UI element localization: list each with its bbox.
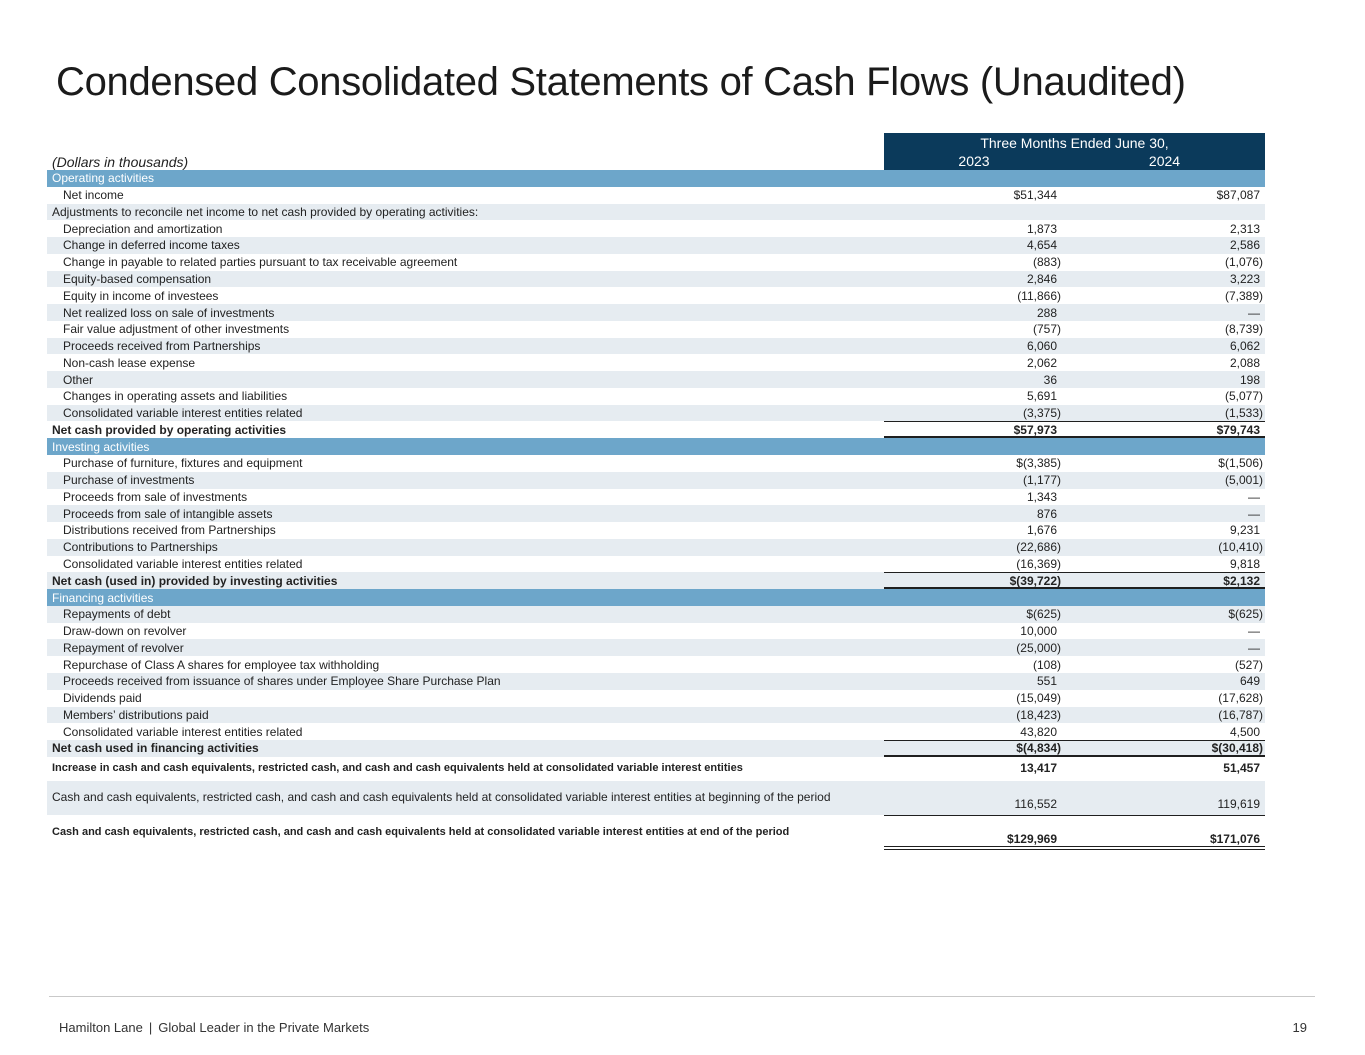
row-label: Other <box>47 371 884 388</box>
row-label: Proceeds from sale of investments <box>63 489 248 504</box>
section-heading-row <box>47 589 1265 606</box>
table-row <box>47 606 1265 623</box>
value-2023: 1,343 <box>1026 489 1057 504</box>
table-row <box>47 287 1265 304</box>
table-body <box>47 170 1265 850</box>
value-2024: (527) <box>1234 657 1263 672</box>
value-2023: (883) <box>1032 255 1061 270</box>
row-label: Members’ distributions paid <box>47 707 884 724</box>
value-2023: 4,654 <box>884 237 1064 254</box>
row-label: Net cash used in financing activities <box>47 740 884 757</box>
row-label: Net cash (used in) provided by investing activities <box>47 572 884 589</box>
table-row <box>47 304 1265 321</box>
footer-brand <box>59 1020 369 1036</box>
table-row <box>47 707 1265 724</box>
value-2023: (3,375) <box>884 405 1064 422</box>
table-row <box>47 656 1265 673</box>
year-header-2024: 2024 <box>1064 151 1265 170</box>
value-2023: 1,676 <box>1026 523 1057 538</box>
table-row <box>47 539 1265 556</box>
total-row <box>47 572 1265 589</box>
row-label: Distributions received from Partnerships <box>63 523 276 538</box>
value-2024: 2,088 <box>1229 355 1260 370</box>
value-2024: 9,818 <box>1229 556 1260 571</box>
value-2024: (5,077) <box>1224 389 1263 404</box>
table-row <box>47 354 1265 371</box>
total-row <box>47 740 1265 757</box>
table-row <box>47 254 1265 271</box>
footer-divider <box>49 996 1315 997</box>
table-row <box>47 639 1265 656</box>
value-2023: $(39,722) <box>884 572 1064 589</box>
table-row <box>47 204 1265 221</box>
table-row <box>47 690 1265 707</box>
value-2023: (16,369) <box>1016 556 1061 571</box>
row-label: Equity in income of investees <box>63 288 219 303</box>
table-row <box>47 388 1265 405</box>
page-number: 19 <box>1292 1020 1307 1035</box>
value-2023: (22,686) <box>884 539 1064 556</box>
row-label: Cash and cash equivalents, restricted cash, and cash and cash equivalents held at consolidated variable interest entities at beginning of the period <box>47 781 884 815</box>
row-label: Draw-down on revolver <box>63 624 187 639</box>
value-2024: — <box>1248 624 1260 639</box>
year-header-2023: 2023 <box>884 151 1064 170</box>
summary-row <box>47 781 1265 815</box>
value-2024: 649 <box>1064 673 1265 690</box>
value-2024: — <box>1248 489 1260 504</box>
row-label: Changes in operating assets and liabilities <box>63 389 288 404</box>
row-label: Consolidated variable interest entities related <box>47 405 884 422</box>
value-2023: $57,973 <box>884 421 1064 438</box>
table-row <box>47 220 1265 237</box>
value-2023: 5,691 <box>1026 389 1057 404</box>
value-2023: $(3,385) <box>1016 456 1061 471</box>
value-2023: 2,062 <box>1026 355 1057 370</box>
row-label: Repayments of debt <box>47 606 884 623</box>
value-2024: 119,619 <box>1064 781 1265 815</box>
row-label: Net realized loss on sale of investments <box>47 304 884 321</box>
period-header: Three Months Ended June 30, <box>884 133 1265 151</box>
row-label: Proceeds received from Partnerships <box>47 338 884 355</box>
row-label: Change in deferred income taxes <box>47 237 884 254</box>
value-2024: 3,223 <box>1064 271 1265 288</box>
table-row <box>47 271 1265 288</box>
section-heading: Operating activities <box>47 170 1265 187</box>
value-2023: 288 <box>884 304 1064 321</box>
row-label: Fair value adjustment of other investments <box>63 322 290 337</box>
table-row <box>47 338 1265 355</box>
table-row <box>47 237 1265 254</box>
row-label: Consolidated variable interest entities related <box>63 724 303 739</box>
row-label: Consolidated variable interest entities related <box>63 556 303 571</box>
row-label: Non-cash lease expense <box>63 355 196 370</box>
value-2024: (1,076) <box>1224 255 1263 270</box>
table-row <box>47 455 1265 472</box>
value-2024: (8,739) <box>1224 322 1263 337</box>
value-2023: 876 <box>884 505 1064 522</box>
row-label: Net cash provided by operating activities <box>52 422 287 437</box>
value-2024: (16,787) <box>1064 707 1265 724</box>
row-label: Proceeds received from issuance of shares under Employee Share Purchase Plan <box>47 673 884 690</box>
total-row <box>47 421 1265 438</box>
row-label: Depreciation and amortization <box>63 221 223 236</box>
value-2024: 2,313 <box>1229 221 1260 236</box>
row-label: Net income <box>63 188 124 203</box>
value-2024: 51,457 <box>1223 761 1260 776</box>
value-2023: 1,873 <box>1026 221 1057 236</box>
value-2023: $129,969 <box>884 815 1064 850</box>
value-2023: 116,552 <box>884 781 1064 815</box>
value-2023: 13,417 <box>1020 761 1057 776</box>
value-2023: 10,000 <box>1020 624 1057 639</box>
value-2024: 6,062 <box>1064 338 1265 355</box>
row-label: Cash and cash equivalents, restricted cash, and cash and cash equivalents held at consolidated variable interest entities at end of the period <box>52 825 790 838</box>
value-2023: (11,866) <box>1017 288 1061 303</box>
section-heading-row <box>47 438 1265 455</box>
value-2024: — <box>1064 304 1265 321</box>
units-note: (Dollars in thousands) <box>52 154 189 170</box>
value-2024: 2,586 <box>1064 237 1265 254</box>
value-2024: $2,132 <box>1064 572 1265 589</box>
value-2024: $(30,418) <box>1064 740 1265 757</box>
summary-row <box>47 815 1265 850</box>
table-header-row <box>47 151 1265 170</box>
row-label: Purchase of investments <box>47 472 884 489</box>
table-row <box>47 723 1265 740</box>
value-2023: (15,049) <box>1016 691 1061 706</box>
table-row <box>47 321 1265 338</box>
value-2023 <box>884 204 1064 221</box>
table-row <box>47 673 1265 690</box>
section-heading: Financing activities <box>47 589 1265 606</box>
value-2024: 4,500 <box>1229 724 1260 739</box>
value-2024: (17,628) <box>1218 691 1263 706</box>
value-2024: 9,231 <box>1229 523 1260 538</box>
value-2024 <box>1064 204 1265 221</box>
section-heading: Investing activities <box>47 438 1265 455</box>
value-2024: — <box>1064 505 1265 522</box>
value-2024: 198 <box>1064 371 1265 388</box>
table-row <box>47 187 1265 204</box>
value-2023: (18,423) <box>884 707 1064 724</box>
row-label: Increase in cash and cash equivalents, restricted cash, and cash and cash equivalents held at consolidated variable interest entities <box>52 762 743 775</box>
value-2023: (757) <box>1032 322 1061 337</box>
table-row <box>47 405 1265 422</box>
row-label: Repayment of revolver <box>47 639 884 656</box>
row-label: Adjustments to reconcile net income to net cash provided by operating activities: <box>47 204 884 221</box>
footer-company: Hamilton Lane <box>59 1020 143 1035</box>
value-2023: $51,344 <box>1013 188 1057 203</box>
value-2024: — <box>1064 639 1265 656</box>
value-2023: 551 <box>884 673 1064 690</box>
value-2024: $79,743 <box>1064 421 1265 438</box>
value-2023: 6,060 <box>884 338 1064 355</box>
value-2024: (10,410) <box>1064 539 1265 556</box>
value-2024: (5,001) <box>1064 472 1265 489</box>
table-row <box>47 556 1265 573</box>
value-2023: (1,177) <box>884 472 1064 489</box>
section-heading-row <box>47 170 1265 187</box>
table-row <box>47 489 1265 506</box>
row-label: Change in payable to related parties pursuant to tax receivable agreement <box>63 255 458 270</box>
footer-tagline: Global Leader in the Private Markets <box>158 1020 370 1035</box>
cash-flow-table <box>47 133 1265 850</box>
value-2024: (7,389) <box>1224 288 1263 303</box>
page-title: Condensed Consolidated Statements of Cash Flows (Unaudited) <box>56 60 1186 104</box>
summary-row <box>47 757 1265 781</box>
value-2023: 2,846 <box>884 271 1064 288</box>
value-2024: $171,076 <box>1064 815 1265 850</box>
header-spacer <box>47 133 884 151</box>
value-2023: (25,000) <box>884 639 1064 656</box>
row-label: Contributions to Partnerships <box>47 539 884 556</box>
table-row <box>47 472 1265 489</box>
row-label: Repurchase of Class A shares for employee tax withholding <box>63 657 380 672</box>
value-2023: 43,820 <box>1020 724 1057 739</box>
row-label: Proceeds from sale of intangible assets <box>47 505 884 522</box>
value-2023: $(625) <box>884 606 1064 623</box>
table-header-row <box>47 133 1265 151</box>
value-2024: $(625) <box>1064 606 1265 623</box>
footer-separator: | <box>148 1020 153 1035</box>
table-row <box>47 623 1265 640</box>
value-2024: (1,533) <box>1064 405 1265 422</box>
value-2024: $(1,506) <box>1218 456 1263 471</box>
value-2023: (108) <box>1032 657 1061 672</box>
value-2023: $(4,834) <box>884 740 1064 757</box>
value-2024: $87,087 <box>1216 188 1260 203</box>
table-row <box>47 505 1265 522</box>
value-2023: 36 <box>884 371 1064 388</box>
table-row <box>47 522 1265 539</box>
row-label: Dividends paid <box>63 691 142 706</box>
row-label: Purchase of furniture, fixtures and equipment <box>63 456 303 471</box>
table-row <box>47 371 1265 388</box>
row-label: Equity-based compensation <box>47 271 884 288</box>
